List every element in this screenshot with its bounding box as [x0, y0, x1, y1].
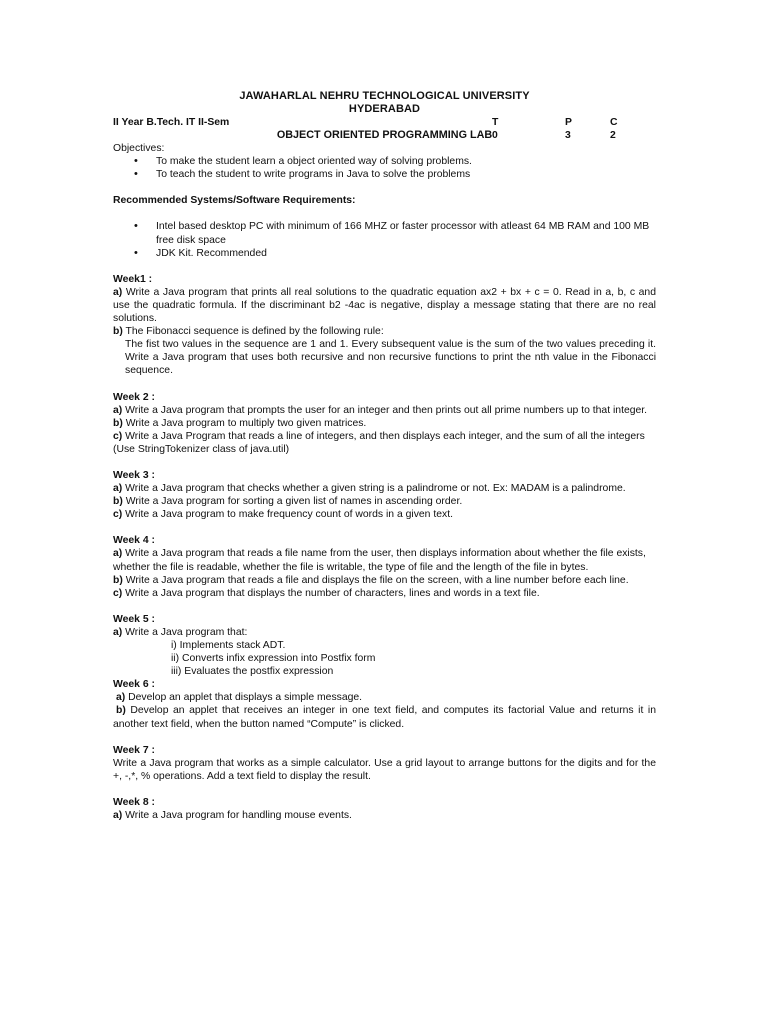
objectives-list	[113, 155, 656, 181]
week1-b	[113, 325, 656, 338]
item-label: b)	[113, 496, 123, 508]
item-label: a)	[113, 626, 123, 638]
week6-a	[113, 691, 656, 704]
item-label: b)	[113, 574, 123, 586]
week1-title: Week1 :	[113, 273, 153, 285]
objectives-label: Objectives:	[113, 143, 165, 155]
item-label: b)	[113, 326, 123, 338]
item-text: The Fibonacci sequence is defined by the following rule:	[122, 326, 384, 338]
col-p-label: P	[565, 117, 572, 128]
col-c-value: 2	[610, 130, 616, 141]
week3-c	[113, 508, 656, 521]
course-title: OBJECT ORIENTED PROGRAMMING LAB	[276, 129, 493, 141]
item-label: b)	[113, 417, 123, 429]
week2-title: Week 2 :	[113, 391, 155, 403]
objective-item: • To make the student learn a object oriented way of solving problems.	[113, 155, 656, 168]
item-text: Write a Java program that reads a file name from the user, then displays information about whether the file exists, whether the file is readable, whether the file is writable, the type of file and the length of the file in bytes.	[113, 548, 646, 573]
week7-title: Week 7 :	[113, 744, 155, 756]
item-text: Write a Java Program that reads a line of integers, and then displays each integer, and the sum of all the integers (Use StringTokenizer class of java.util)	[113, 430, 645, 455]
item-label: c)	[113, 587, 123, 599]
week8-a	[113, 809, 656, 822]
item-text: Write a Java program that prompts the user for an integer and then prints out all prime numbers up to that integer.	[122, 404, 648, 416]
course-credits-values	[113, 129, 656, 142]
requirement-item: • Intel based desktop PC with minimum of 166 MHZ or faster processor with atleast 64 MB RAM and 100 MB free disk space	[113, 220, 656, 246]
week1-a	[113, 286, 656, 325]
item-text: Develop an applet that displays a simple message.	[125, 692, 363, 704]
requirement-item: • JDK Kit. Recommended	[113, 247, 656, 260]
week1-b-detail: The fist two values in the sequence are 1 and 1. Every subsequent value is the sum of the two values preceding it. Write a Java program that uses both recursive and non recursive functions to print the nth value in the Fibonacci sequence.	[125, 339, 656, 377]
week6-b	[113, 704, 656, 730]
item-text: Write a Java program for sorting a given list of names in ascending order.	[122, 496, 463, 508]
item-text: Write a Java program that displays the number of characters, lines and words in a text file.	[122, 587, 540, 599]
item-label: a)	[113, 810, 123, 822]
week3-b	[113, 495, 656, 508]
item-text: Write a Java program that reads a file and displays the file on the screen, with a line number before each line.	[122, 574, 629, 586]
requirements-heading: Recommended Systems/Software Requirements:	[113, 195, 356, 207]
item-label: a)	[116, 692, 126, 704]
item-text: Write a Java program that:	[122, 626, 248, 638]
item-label: c)	[113, 509, 123, 521]
week4-title: Week 4 :	[113, 535, 155, 547]
university-city: HYDERABAD	[348, 103, 421, 115]
item-label: a)	[113, 286, 123, 298]
week2-b	[113, 417, 656, 430]
item-label: a)	[113, 483, 123, 495]
objective-item: • To teach the student to write programs in Java to solve the problems	[113, 168, 656, 181]
item-label: c)	[113, 430, 123, 442]
week4-c	[113, 587, 656, 600]
item-text: Write a Java program to multiply two given matrices.	[122, 417, 367, 429]
col-t-label: T	[492, 117, 499, 128]
item-text: Develop an applet that receives an integer in one text field, and computes its factorial Value and returns it in another text field, when the button named “Compute” is clicked.	[113, 705, 656, 730]
week4-a	[113, 547, 656, 573]
week5-sub-item: i) Implements stack ADT.	[171, 640, 286, 651]
item-label: b)	[116, 705, 126, 717]
university-name: JAWAHARLAL NEHRU TECHNOLOGICAL UNIVERSITY	[239, 90, 530, 102]
course-credits-header	[113, 116, 656, 129]
item-label: a)	[113, 548, 123, 560]
item-text: Write a Java program that checks whether a given string is a palindrome or not. Ex: MADAM is a palindrome.	[122, 483, 626, 495]
week5-sub-item: iii) Evaluates the postfix expression	[171, 666, 334, 678]
week2-c	[113, 430, 656, 456]
item-text: Write a Java program to make frequency count of words in a given text.	[122, 509, 453, 521]
week5-sub-item: ii) Converts infix expression into Postfix form	[171, 653, 376, 665]
year-semester: II Year B.Tech. IT II-Sem	[113, 117, 230, 128]
week6-title: Week 6 :	[113, 679, 155, 691]
week5-a	[113, 626, 656, 639]
week7-text: Write a Java program that works as a simple calculator. Use a grid layout to arrange buttons for the digits and for the +, -,*, % operations. Add a text field to display the result.	[113, 757, 656, 782]
col-p-value: 3	[565, 130, 571, 141]
col-t-value: 0	[492, 130, 498, 141]
item-label: a)	[113, 404, 123, 416]
week3-title: Week 3 :	[113, 469, 155, 481]
requirements-list	[113, 220, 656, 259]
week5-title: Week 5 :	[113, 613, 155, 625]
col-c-label: C	[610, 117, 618, 128]
week3-a	[113, 482, 656, 495]
week4-b	[113, 574, 656, 587]
document-page	[113, 90, 656, 822]
item-text: Write a Java program that prints all real solutions to the quadratic equation ax2 + bx + c = 0. Read in a, b, c and use the quadratic formula. If the discriminant b2 -4ac is negative, display a message stating that there are no real solutions.	[113, 286, 656, 325]
week8-title: Week 8 :	[113, 796, 155, 808]
week2-a	[113, 404, 656, 417]
item-text: Write a Java program for handling mouse events.	[122, 810, 352, 822]
